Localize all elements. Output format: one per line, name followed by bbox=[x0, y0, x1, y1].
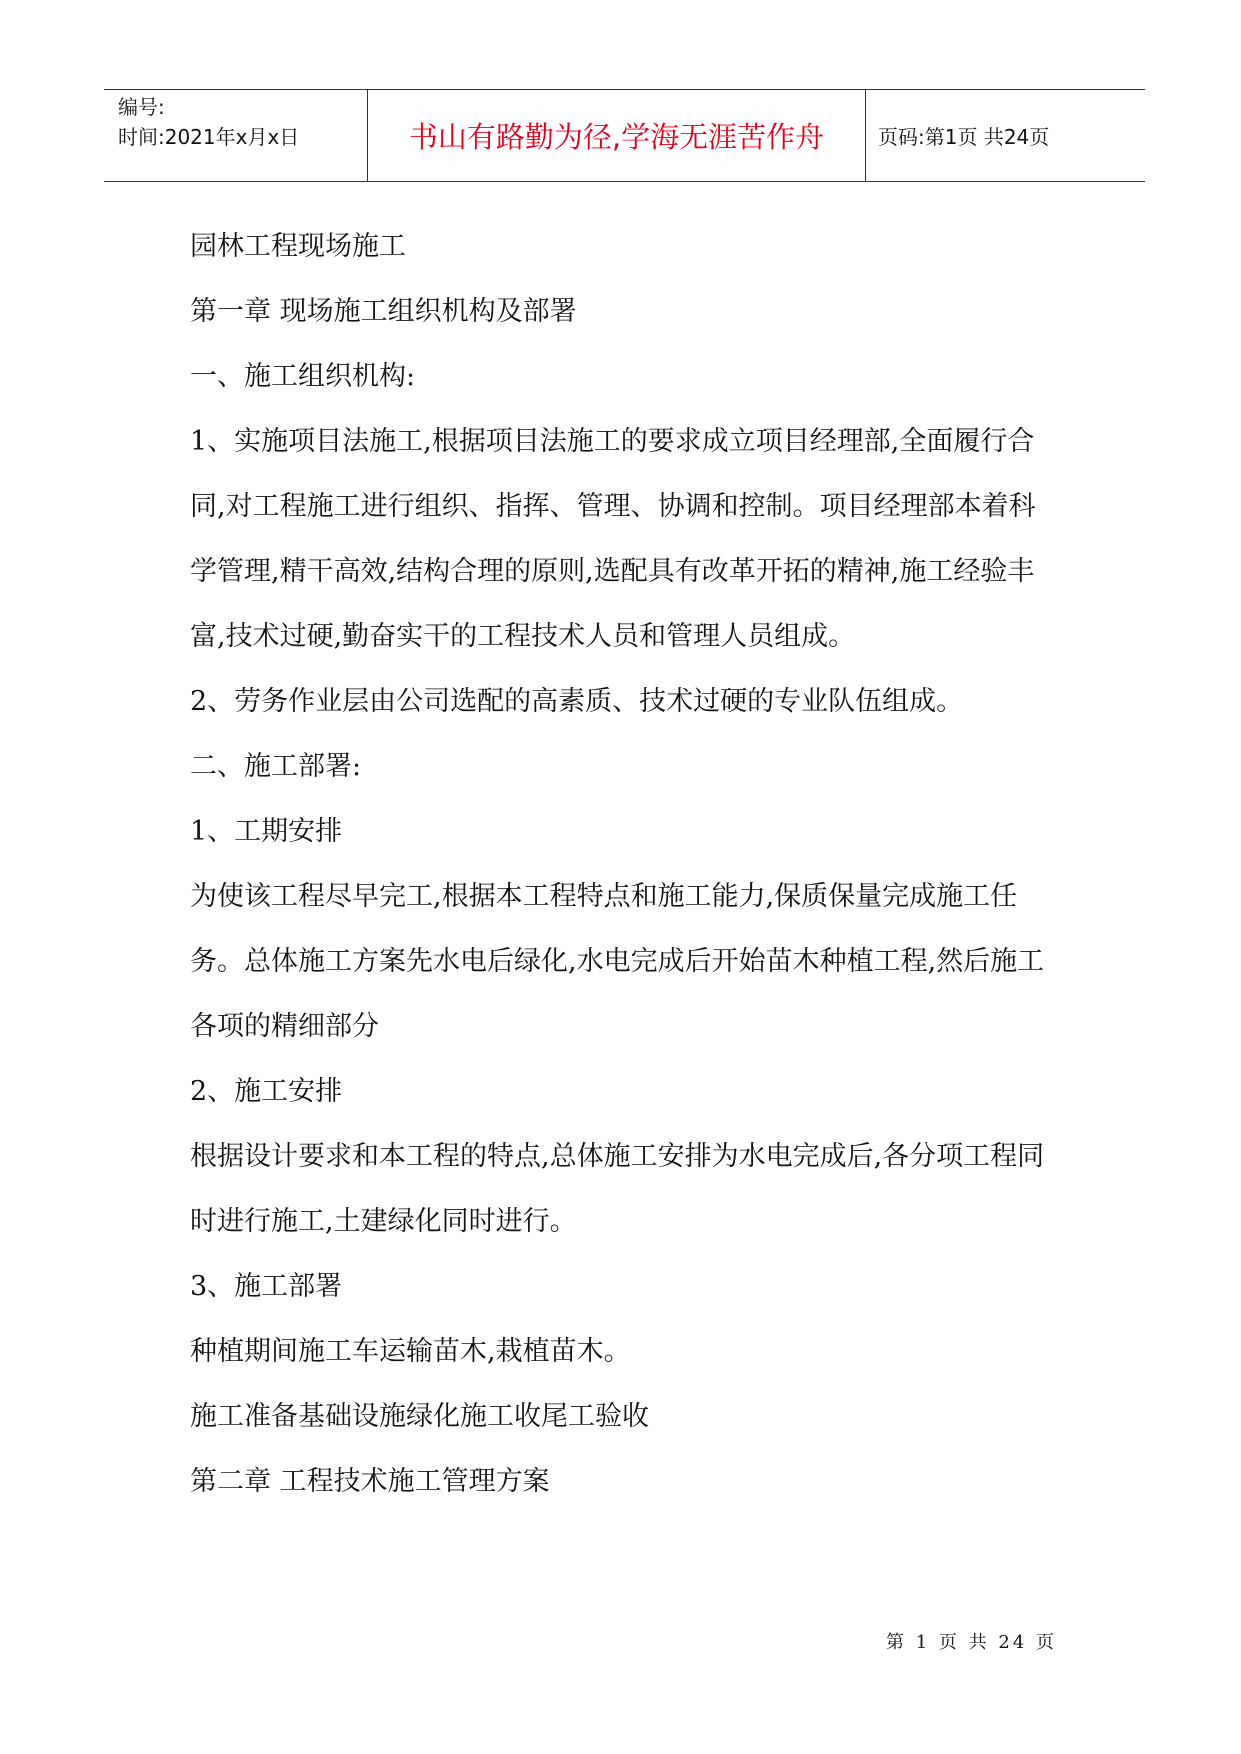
header-meta-cell bbox=[104, 90, 368, 181]
document-header bbox=[104, 89, 1145, 182]
chapter-heading: 第二章 工程技术施工管理方案 bbox=[190, 1466, 550, 1497]
document-body bbox=[190, 214, 1060, 1514]
section-heading: 一、施工组织机构: bbox=[190, 361, 416, 392]
header-page-code: 页码:第1页 共24页 bbox=[878, 125, 1050, 149]
paragraph: 1、实施项目法施工,根据项目法施工的要求成立项目经理部,全面履行合同,对工程施工进行组织、指挥、管理、协调和控制。项目经理部本着科学管理,精干高效,结构合理的原则,选配具有改革开拓的精神,施工经验丰富,技术过硬,勤奋实干的工程技术人员和管理人员组成。 bbox=[190, 426, 1036, 652]
date-label: 时间:2021年x月x日 bbox=[118, 125, 300, 149]
paragraph: 种植期间施工车运输苗木,栽植苗木。 bbox=[190, 1336, 631, 1367]
section-heading: 二、施工部署: bbox=[190, 751, 362, 782]
doc-title: 园林工程现场施工 bbox=[190, 231, 406, 262]
paragraph: 2、劳务作业层由公司选配的高素质、技术过硬的专业队伍组成。 bbox=[190, 686, 964, 717]
subsection-heading: 2、施工安排 bbox=[190, 1076, 343, 1107]
subsection-heading: 1、工期安排 bbox=[190, 816, 343, 847]
paragraph: 根据设计要求和本工程的特点,总体施工安排为水电完成后,各分项工程同时进行施工,土建绿化同时进行。 bbox=[190, 1141, 1045, 1237]
paragraph: 为使该工程尽早完工,根据本工程特点和施工能力,保质保量完成施工任务。总体施工方案先水电后绿化,水电完成后开始苗木种植工程,然后施工各项的精细部分 bbox=[190, 881, 1045, 1042]
header-slogan: 书山有路勤为径,学海无涯苦作舟 bbox=[368, 90, 866, 181]
chapter-heading: 第一章 现场施工组织机构及部署 bbox=[190, 296, 577, 327]
serial-number-label: 编号: bbox=[118, 95, 165, 119]
page-footer: 第 1 页 共 24 页 bbox=[886, 1632, 1057, 1653]
paragraph: 施工准备基础设施绿化施工收尾工验收 bbox=[190, 1401, 649, 1432]
subsection-heading: 3、施工部署 bbox=[190, 1271, 343, 1302]
